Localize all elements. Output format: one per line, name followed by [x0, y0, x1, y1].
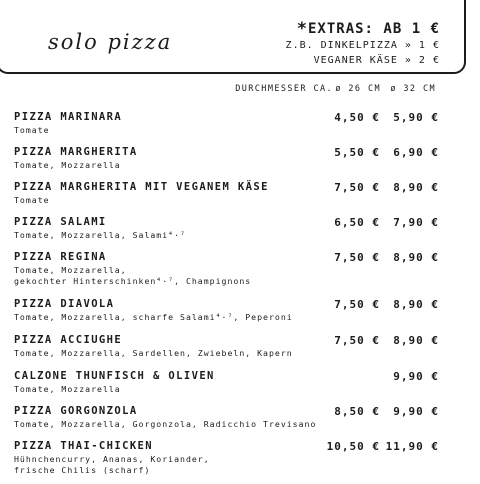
item-desc: Tomate, Mozzarella, gekochter Hinterschinken⁴·⁷, Champignons: [14, 265, 252, 286]
price-small: 8,50 €: [334, 405, 380, 418]
size-label: DURCHMESSER CA.: [235, 84, 333, 94]
item-name: CALZONE THUNFISCH & OLIVEN: [14, 370, 215, 382]
item-name: PIZZA MARGHERITA: [14, 146, 138, 158]
item-name: PIZZA THAI-CHICKEN: [14, 440, 153, 452]
price-large: 5,90 €: [393, 111, 439, 124]
price-small: 7,50 €: [334, 334, 380, 347]
extras-dinkel: Z.B. DINKELPIZZA » 1 €: [285, 40, 440, 51]
price-small: 7,50 €: [334, 181, 380, 194]
price-large: 7,90 €: [393, 216, 439, 229]
menu-item: [14, 111, 466, 136]
price-small: 5,50 €: [334, 146, 380, 159]
item-desc: Tomate, Mozzarella: [14, 384, 121, 394]
menu-item: [14, 146, 466, 171]
size-small: ø 26 CM: [335, 84, 381, 94]
item-desc: Tomate, Mozzarella, Salami⁴·⁷: [14, 230, 186, 240]
item-desc: Tomate, Mozzarella, Gorgonzola, Radicchio Trevisano: [14, 419, 317, 429]
menu-item: [14, 298, 466, 323]
price-large: 11,90 €: [385, 440, 439, 453]
price-small: 10,50 €: [326, 440, 380, 453]
extras-info: [286, 20, 440, 68]
price-small: 4,50 €: [334, 111, 380, 124]
item-name: PIZZA MARINARA: [14, 111, 123, 123]
price-large: 8,90 €: [393, 334, 439, 347]
item-name: PIZZA DIAVOLA: [14, 298, 115, 310]
menu-item: [14, 440, 466, 476]
price-large: 8,90 €: [393, 181, 439, 194]
price-small: 6,50 €: [334, 216, 380, 229]
menu-item: [14, 251, 466, 287]
price-large: 9,90 €: [393, 405, 439, 418]
extras-star: *: [296, 19, 308, 39]
item-name: PIZZA REGINA: [14, 251, 107, 263]
price-small: 7,50 €: [334, 298, 380, 311]
size-header: [0, 84, 480, 98]
extras-vegan: VEGANER KÄSE » 2 €: [313, 55, 440, 66]
size-large: ø 32 CM: [390, 84, 436, 94]
item-desc: Tomate, Mozzarella: [14, 160, 121, 170]
price-large: 6,90 €: [393, 146, 439, 159]
item-name: PIZZA MARGHERITA MIT VEGANEM KÄSE: [14, 181, 269, 193]
item-desc: Hühnchencurry, Ananas, Koriander, frische Chilis (scharf): [14, 454, 210, 475]
menu-item: [14, 334, 466, 359]
price-large: 8,90 €: [393, 298, 439, 311]
item-desc: Tomate: [14, 195, 50, 205]
item-desc: Tomate, Mozzarella, scharfe Salami⁴·⁷, Peperoni: [14, 312, 293, 322]
item-name: PIZZA ACCIUGHE: [14, 334, 123, 346]
menu-item: [14, 370, 466, 395]
item-desc: Tomate, Mozzarella, Sardellen, Zwiebeln, Kapern: [14, 348, 293, 358]
item-name: PIZZA GORGONZOLA: [14, 405, 138, 417]
extras-title: [286, 20, 440, 38]
price-large: 8,90 €: [393, 251, 439, 264]
price-large: 9,90 €: [393, 370, 439, 383]
price-small: 7,50 €: [334, 251, 380, 264]
item-desc: Tomate: [14, 125, 50, 135]
brand-logo: solo pizza: [48, 30, 173, 54]
item-name: PIZZA SALAMI: [14, 216, 107, 228]
menu-item: [14, 405, 466, 430]
menu-item: [14, 216, 466, 241]
menu-item: [14, 181, 466, 206]
extras-title-text: EXTRAS: AB 1 €: [307, 21, 440, 37]
